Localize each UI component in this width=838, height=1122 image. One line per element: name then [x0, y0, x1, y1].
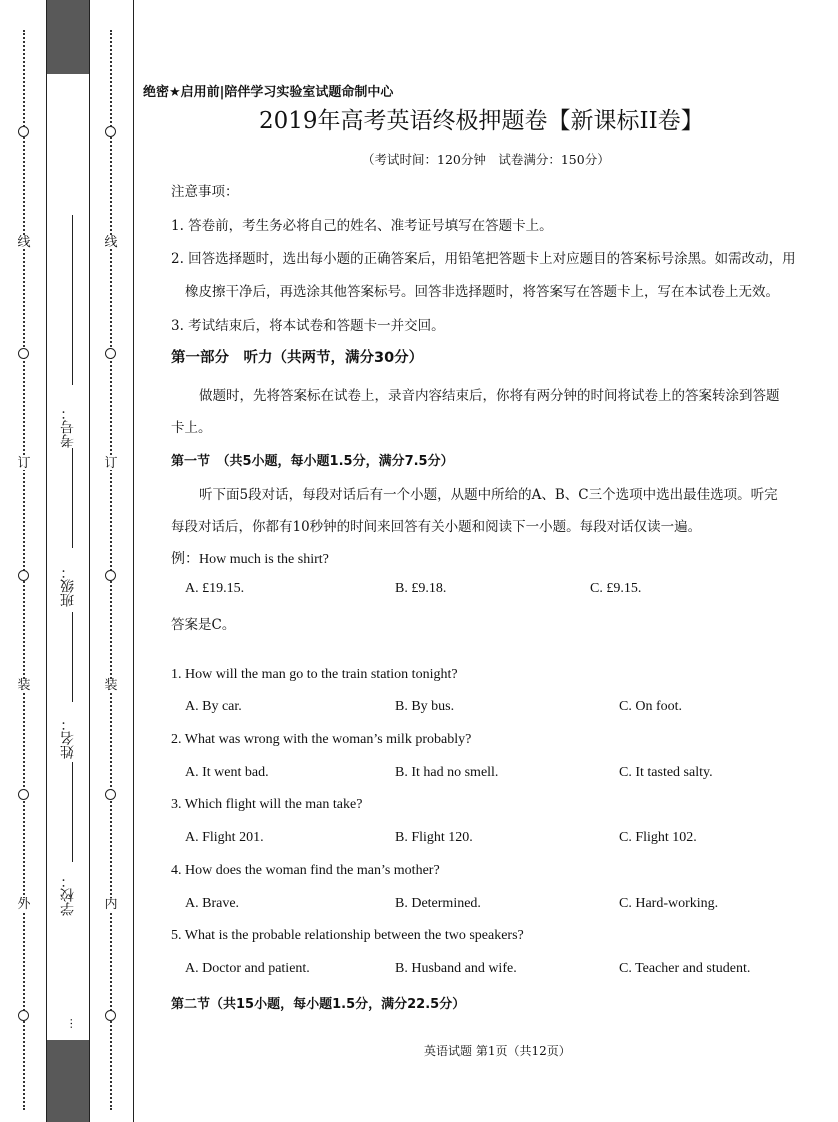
- q4-option-a: A. Brave.: [185, 896, 240, 911]
- section1-instructions-1: 听下面5段对话，每段对话后有一个小题，从题中所给的A、B、C三个选项中选出最佳选项。听完: [199, 487, 778, 503]
- part1-heading: 第一部分 听力（共两节，满分30分）: [171, 350, 424, 366]
- binding-hole-circle: [18, 1010, 29, 1021]
- section2-heading: 第二节（共15小题，每小题1.5分，满分22.5分）: [171, 997, 466, 1012]
- q1-option-c: C. On foot.: [619, 699, 682, 714]
- q5-option-c: C. Teacher and student.: [619, 961, 751, 976]
- name-line[interactable]: [72, 612, 73, 702]
- note-2: 2. 回答选择题时，选出每小题的正确答案后，用铅笔把答题卡上对应题目的答案标号涂黑。如需改动，用: [171, 251, 796, 267]
- note-2-cont: 橡皮擦干净后，再选涂其他答案标号。回答非选择题时，将答案写在答题卡上，写在本试卷上无效。: [185, 284, 779, 300]
- q4-option-b: B. Determined.: [395, 896, 481, 911]
- q5-option-a: A. Doctor and patient.: [185, 961, 310, 976]
- binding-hole-circle: [105, 348, 116, 359]
- school-label: 学校：: [60, 874, 76, 916]
- binding-hole-circle: [105, 789, 116, 800]
- outer-mark-zhuang: 装: [17, 678, 31, 693]
- binding-strip-top-block: [47, 0, 89, 74]
- notes-heading: 注意事项：: [171, 184, 239, 200]
- inner-mark-xian: 线: [104, 235, 118, 250]
- inner-mark-nei: 内: [104, 897, 118, 912]
- example-question: 例：How much is the shirt?: [171, 552, 329, 567]
- page-title: 2019年高考英语终极押题卷【新课标II卷】: [259, 108, 704, 134]
- outer-mark-xian: 线: [17, 235, 31, 250]
- q4-option-c: C. Hard-working.: [619, 896, 719, 911]
- note-3: 3. 考试结束后，将本试卷和答题卡一并交回。: [171, 318, 445, 334]
- binding-hole-circle: [18, 348, 29, 359]
- q3-option-c: C. Flight 102.: [619, 830, 697, 845]
- dots-mark: …: [62, 1018, 75, 1029]
- note-1: 1. 答卷前，考生务必将自己的姓名、准考证号填写在答题卡上。: [171, 218, 553, 234]
- example-option-b: B. £9.18.: [395, 581, 447, 596]
- outer-mark-ding: 订: [17, 456, 31, 471]
- binding-strip: [46, 0, 90, 1122]
- question-2: 2. What was wrong with the woman’s milk probably?: [171, 732, 472, 747]
- binding-hole-circle: [18, 570, 29, 581]
- binding-hole-circle: [18, 126, 29, 137]
- example-option-c: C. £9.15.: [590, 581, 642, 596]
- page-footer: 英语试题 第1页（共12页）: [424, 1044, 571, 1058]
- margin-rule: [133, 0, 134, 1122]
- confidential-banner: 绝密★启用前|陪伴学习实验室试题命制中心: [143, 85, 394, 100]
- name-label: 姓名：: [60, 717, 76, 759]
- inner-mark-ding: 订: [104, 456, 118, 471]
- outer-mark-wai: 外: [17, 897, 31, 912]
- inner-mark-zhuang: 装: [104, 678, 118, 693]
- question-4: 4. How does the woman find the man’s mother?: [171, 863, 440, 878]
- exam-info: （考试时间：120分钟 试卷满分：150分）: [362, 152, 610, 167]
- exam-number-line[interactable]: [72, 215, 73, 385]
- question-3: 3. Which flight will the man take?: [171, 797, 363, 812]
- question-1: 1. How will the man go to the train station tonight?: [171, 667, 458, 682]
- binding-hole-circle: [105, 570, 116, 581]
- exam-number-label: 考号：: [60, 406, 76, 448]
- part1-instructions-2: 卡上。: [171, 420, 212, 436]
- q2-option-b: B. It had no smell.: [395, 765, 499, 780]
- binding-hole-circle: [18, 789, 29, 800]
- section1-instructions-2: 每段对话后，你都有10秒钟的时间来回答有关小题和阅读下一小题。每段对话仅读一遍。: [171, 519, 702, 535]
- example-answer: 答案是C。: [171, 617, 236, 633]
- q1-option-a: A. By car.: [185, 699, 242, 714]
- example-option-a: A. £19.15.: [185, 581, 245, 596]
- binding-hole-circle: [105, 1010, 116, 1021]
- part1-instructions-1: 做题时，先将答案标在试卷上，录音内容结束后，你将有两分钟的时间将试卷上的答案转涂到答题: [199, 388, 780, 404]
- q5-option-b: B. Husband and wife.: [395, 961, 517, 976]
- question-5: 5. What is the probable relationship between the two speakers?: [171, 928, 524, 943]
- binding-hole-circle: [105, 126, 116, 137]
- q3-option-b: B. Flight 120.: [395, 830, 473, 845]
- q1-option-b: B. By bus.: [395, 699, 455, 714]
- q2-option-c: C. It tasted salty.: [619, 765, 713, 780]
- school-line[interactable]: [72, 762, 73, 862]
- q2-option-a: A. It went bad.: [185, 765, 269, 780]
- section1-heading: 第一节 （共5小题，每小题1.5分，满分7.5分）: [171, 454, 454, 469]
- q3-option-a: A. Flight 201.: [185, 830, 264, 845]
- class-line[interactable]: [72, 448, 73, 548]
- class-label: 班级：: [60, 565, 76, 607]
- binding-strip-bottom-block: [47, 1040, 89, 1122]
